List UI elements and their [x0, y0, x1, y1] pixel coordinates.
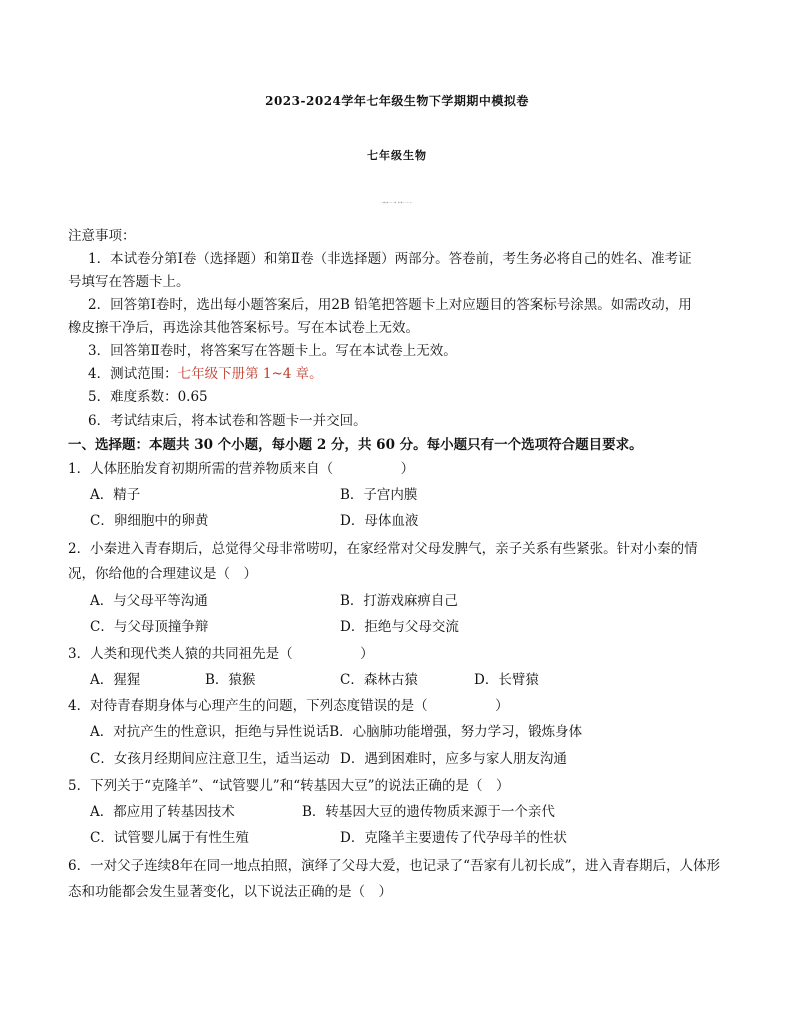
- notice-item-2a: 2．回答第Ⅰ卷时，选出每小题答案后，用2B 铅笔把答题卡上对应题目的答案标号涂黑。如需改动，用: [88, 297, 692, 313]
- question-2-stem-a: 2．小秦进入青春期后，总觉得父母非常唠叨，在家经常对父母发脾气，亲子关系有些紧张。针对小秦的情: [68, 541, 698, 557]
- question-2-option-c: C．与父母顶撞争辩: [90, 619, 209, 635]
- notice-item-6: 6．考试结束后，将本试卷和答题卡一并交回。: [88, 413, 367, 429]
- exam-info: （考试时间：60 分钟 试卷满分：100 分）: [381, 203, 413, 204]
- question-1-stem: 1．人体胚胎发育初期所需的营养物质来自（ ）: [68, 461, 415, 477]
- notice-item-1a: 1．本试卷分第Ⅰ卷（选择题）和第Ⅱ卷（非选择题）两部分。答卷前，考生务必将自己的姓名、准考证: [88, 251, 692, 267]
- question-3-option-d: D．长臂猿: [474, 672, 539, 688]
- question-1-option-b: B．子宫内膜: [340, 487, 418, 503]
- question-2-stem-b: 况，你给他的合理建议是（ ）: [68, 566, 257, 582]
- question-3-option-a: A．猩猩: [90, 672, 141, 688]
- question-5-option-c: C．试管婴儿属于有性生殖: [90, 830, 249, 846]
- question-5-option-d: D．克隆羊主要遗传了代孕母羊的性状: [340, 830, 567, 846]
- question-3-option-b: B．猿猴: [205, 672, 256, 688]
- notice-item-2b: 橡皮擦干净后，再选涂其他答案标号。写在本试卷上无效。: [68, 320, 419, 336]
- question-1-option-a: A．精子: [90, 487, 141, 503]
- notice-heading: 注意事项：: [68, 228, 136, 244]
- notice-item-3: 3．回答第Ⅱ卷时，将答案写在答题卡上。写在本试卷上无效。: [88, 343, 457, 359]
- question-3-option-c: C．森林古猿: [340, 672, 418, 688]
- question-4-option-ab: A．对抗产生的性意识，拒绝与异性说话B．心脑肺功能增强，努力学习，锻炼身体: [90, 724, 583, 740]
- question-6-stem-b: 态和功能都会发生显著变化，以下说法正确的是（ ）: [68, 884, 392, 900]
- question-5-stem: 5．下列关于“克隆羊”、“试管婴儿”和“转基因大豆”的说法正确的是（ ）: [68, 778, 510, 794]
- question-5-option-b: B．转基因大豆的遗传物质来源于一个亲代: [302, 804, 555, 820]
- section-heading: 一、选择题：本题共 30 个小题，每小题 2 分，共 60 分。每小题只有一个选项符合题目要求。: [68, 437, 643, 453]
- notice-item-4: [88, 365, 323, 383]
- notice-item-1b: 号填写在答题卡上。: [68, 274, 190, 290]
- question-2-option-a: A．与父母平等沟通: [90, 593, 208, 609]
- question-2-option-d: D．拒绝与父母交流: [340, 619, 459, 635]
- question-6-stem-a: 6．一对父子连续8年在同一地点拍照，演绎了父母大爱，也记录了“吾家有儿初长成”，进入青春期后，人体形: [68, 858, 720, 874]
- question-3-stem: 3．人类和现代类人猿的共同祖先是（ ）: [68, 646, 374, 662]
- exam-title: 2023-2024学年七年级生物下学期期中模拟卷: [265, 94, 529, 108]
- exam-subtitle: 七年级生物: [367, 149, 427, 162]
- notice-item-5: 5．难度系数：0.65: [88, 389, 208, 405]
- notice-item-4-prefix: 4．测试范围：: [88, 366, 178, 382]
- question-4-option-c: C．女孩月经期间应注意卫生，适当运动: [90, 751, 330, 767]
- question-2-option-b: B．打游戏麻痹自己: [340, 593, 458, 609]
- notice-item-4-range: 七年级下册第 1~4 章。: [177, 366, 323, 382]
- question-5-option-a: A．都应用了转基因技术: [90, 804, 235, 820]
- question-1-option-c: C．卵细胞中的卵黄: [90, 513, 209, 529]
- question-4-option-d: D．遇到困难时，应多与家人朋友沟通: [340, 751, 567, 767]
- question-1-option-d: D．母体血液: [340, 513, 419, 529]
- question-4-stem: 4．对待青春期身体与心理产生的问题，下列态度错误的是（ ）: [68, 698, 509, 714]
